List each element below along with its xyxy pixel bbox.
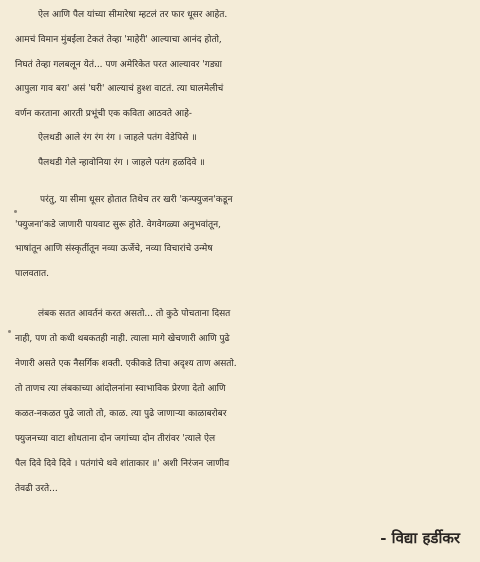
paragraph-3-line-1: लंबक सतत आवर्तनं करत असतो... तो कुठे पोचताना दिसत <box>38 309 231 319</box>
paragraph-3-line-3: नेणारी असते एक नैसर्गिक शक्ती. एकीकडे तिचा अदृश्य ताण असतो. <box>15 359 237 369</box>
paragraph-2-line-3: भाषांतून आणि संस्कृतींतून नव्या ऊर्जेचे, नव्या विचारांचे उन्मेष <box>15 244 213 254</box>
paragraph-1-line-2: आमचं विमान मुंबईला टेकतं तेव्हा 'माहेरी' आल्याचा आनंद होतो, <box>15 35 222 45</box>
author-signature: - विद्या हर्डीकर <box>380 529 460 547</box>
paragraph-3-line-4: तो ताणच त्या लंबकाच्या आंदोलनांना स्वाभाविक प्रेरणा देतो आणि <box>15 384 226 394</box>
paragraph-3-line-2: नाही, पण तो कधी थबकतही नाही. त्याला मागे खेचणारी आणि पुढे <box>15 334 230 344</box>
paragraph-3-line-8: तेवढी उरते... <box>15 484 58 494</box>
poem-line-1: ऐलथडी आले रंग रंग रंग । जाहले पतंग वेडेपिसे ॥ <box>38 133 197 143</box>
paragraph-2-line-1: परंतु, या सीमा धूसर होतात तिथेच तर खरी 'कन्फ्युजन'कडून <box>40 195 233 205</box>
paper-speck <box>14 210 17 213</box>
paragraph-1-line-4: आपुला गाव बरा' असं 'घरी' आल्याचं हुश्श वाटतं. त्या घालमेलीचं <box>15 84 224 94</box>
poem-line-2: पैलथडी गेले न्हावोनिया रंग । जाहले पतंग हळदिवे ॥ <box>38 158 205 168</box>
paragraph-2-line-4: पालवतात. <box>15 269 50 279</box>
paragraph-1-line-3: निघतं तेव्हा गलबलून येतं... पण अमेरिकेत परत आल्यावर 'गड्या <box>15 60 222 70</box>
paper-speck <box>8 330 11 333</box>
paragraph-1-line-1: ऐल आणि पैल यांच्या सीमारेषा म्हटलं तर फार धूसर आहेत. <box>38 10 228 20</box>
paragraph-3-line-6: फ्युजनच्या वाटा शोधताना दोन जगांच्या दोन तीरांवर 'त्याले ऐल <box>15 434 216 444</box>
paragraph-1-line-5: वर्णन करताना आरती प्रभूंची एक कविता आठवते आहे- <box>15 109 192 119</box>
paragraph-3-line-5: कळत-नकळत पुढे जातो तो, काळ. त्या पुढे जाणाऱ्या काळाबरोबर <box>15 409 227 419</box>
paragraph-3-line-7: पैल दिवे दिवे दिवे । पतंगांचे थवे शांताकार ॥' अशी निरंजन जाणीव <box>15 459 230 469</box>
paragraph-2-line-2: 'फ्युजना'कडे जाणारी पायवाट सुरू होते. वेगवेगळ्या अनुभवांतून, <box>15 220 222 230</box>
